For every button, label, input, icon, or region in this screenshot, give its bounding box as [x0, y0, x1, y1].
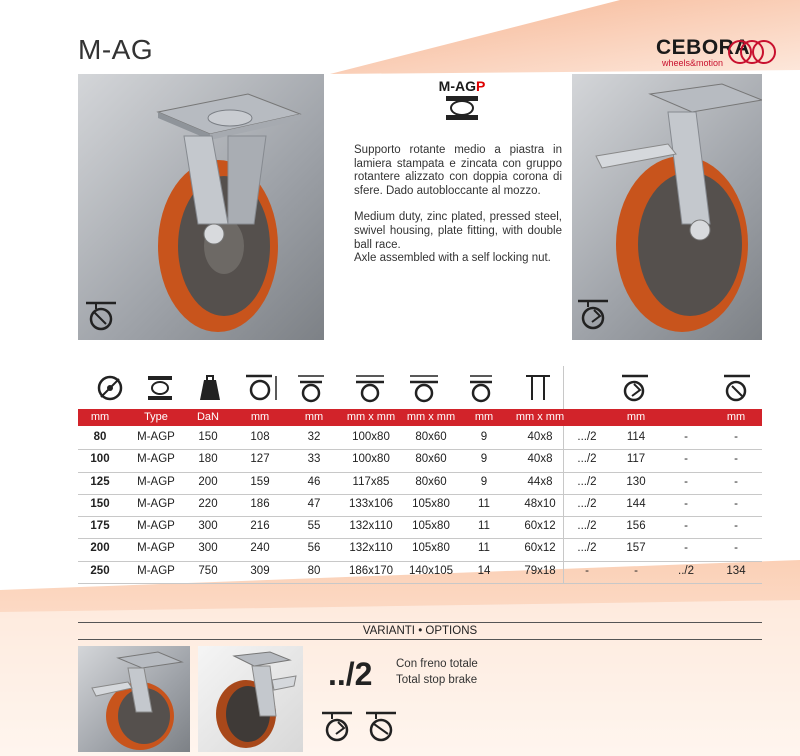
- unit-total-brake: mm: [726, 411, 746, 423]
- wheel-diameter-icon: [90, 372, 130, 404]
- product-code: M-AGP: [438, 78, 486, 94]
- brand-logo: [656, 36, 776, 72]
- unit-type: Type: [144, 411, 168, 423]
- option-photo-1: [78, 646, 190, 752]
- unit-height: mm: [250, 411, 270, 423]
- product-description: [354, 144, 562, 279]
- description-english-2: Axle assembled with a self locking nut.: [354, 252, 551, 265]
- unit-hub: mm x mm: [515, 411, 565, 423]
- unit-diameter: mm: [90, 411, 110, 423]
- wheel-width-icon: [292, 372, 332, 404]
- table-row: 125 M-AGP 200 159 46 117x85 80x60 9 44x8 .../2 130 - -: [78, 473, 762, 495]
- brake-caster-icon: [576, 298, 610, 332]
- load-capacity-icon: [190, 372, 230, 404]
- option-code: ../2: [328, 656, 373, 692]
- spec-icon-row: [78, 372, 778, 408]
- total-brake-height-icon: [718, 372, 758, 404]
- option-icons: [320, 710, 400, 750]
- unit-load: DaN: [196, 411, 219, 423]
- total-brake-icon: [320, 710, 354, 744]
- brake-height-icon: [616, 372, 656, 404]
- option-description-english: Total stop brake: [396, 674, 478, 686]
- logo-circles-icon: [728, 38, 776, 68]
- plate-size-icon: [350, 372, 390, 404]
- option-description-italian: Con freno totale: [396, 658, 478, 670]
- unit-bolt: mm: [474, 411, 494, 423]
- unit-plate: mm x mm: [346, 411, 396, 423]
- spec-table: [78, 428, 762, 584]
- table-row: 175 M-AGP 300 216 55 132x110 105x80 11 60x12 .../2 156 - -: [78, 517, 762, 539]
- table-row: 80 M-AGP 150 108 32 100x80 80x60 9 40x8 .../2 114 - -: [78, 428, 762, 450]
- table-row: 250 M-AGP 750 309 80 186x170 140x105 14 79x18 - - ../2 134: [78, 562, 762, 584]
- logo-brand-text: CEBORA: [656, 36, 751, 59]
- option-photo-2: [198, 646, 303, 752]
- overall-height-icon: [242, 372, 282, 404]
- bolt-hole-spacing-icon: [404, 372, 444, 404]
- description-italian: Supporto rotante medio a piastra in lamiera stampata e zincata con gruppo rotantere alizzato con doppia corona di sfere. Dado autobloccante al mozzo.: [354, 144, 562, 197]
- product-photo-main: [78, 74, 324, 340]
- unit-holes: mm x mm: [406, 411, 456, 423]
- product-code-box: [420, 76, 504, 130]
- unit-width: mm: [304, 411, 324, 423]
- plate-fitting-icon: [420, 76, 504, 130]
- table-row: 200 M-AGP 300 240 56 132x110 105x80 11 60x12 .../2 157 - -: [78, 539, 762, 561]
- page-title: M-AG: [78, 34, 154, 65]
- table-row: 150 M-AGP 220 186 47 133x106 105x80 11 48x10 .../2 144 - -: [78, 495, 762, 517]
- options-header: VARIANTI • OPTIONS: [78, 622, 762, 640]
- table-row: 100 M-AGP 180 127 33 100x80 80x60 9 40x8 .../2 117 - -: [78, 450, 762, 472]
- bolt-hole-diameter-icon: [462, 372, 502, 404]
- type-plate-icon: [140, 372, 180, 404]
- table-units-bar: [78, 409, 762, 426]
- swivel-caster-icon: [84, 300, 118, 332]
- option-description: [396, 656, 478, 688]
- total-brake-alt-icon: [364, 710, 398, 744]
- hub-size-icon: [518, 372, 558, 404]
- product-photo-brake: [572, 74, 762, 340]
- unit-brake: mm: [626, 411, 646, 423]
- description-english-1: Medium duty, zinc plated, pressed steel, swivel housing, plate fitting, with double ball race.: [354, 211, 562, 251]
- logo-tagline: wheels&motion: [662, 58, 724, 68]
